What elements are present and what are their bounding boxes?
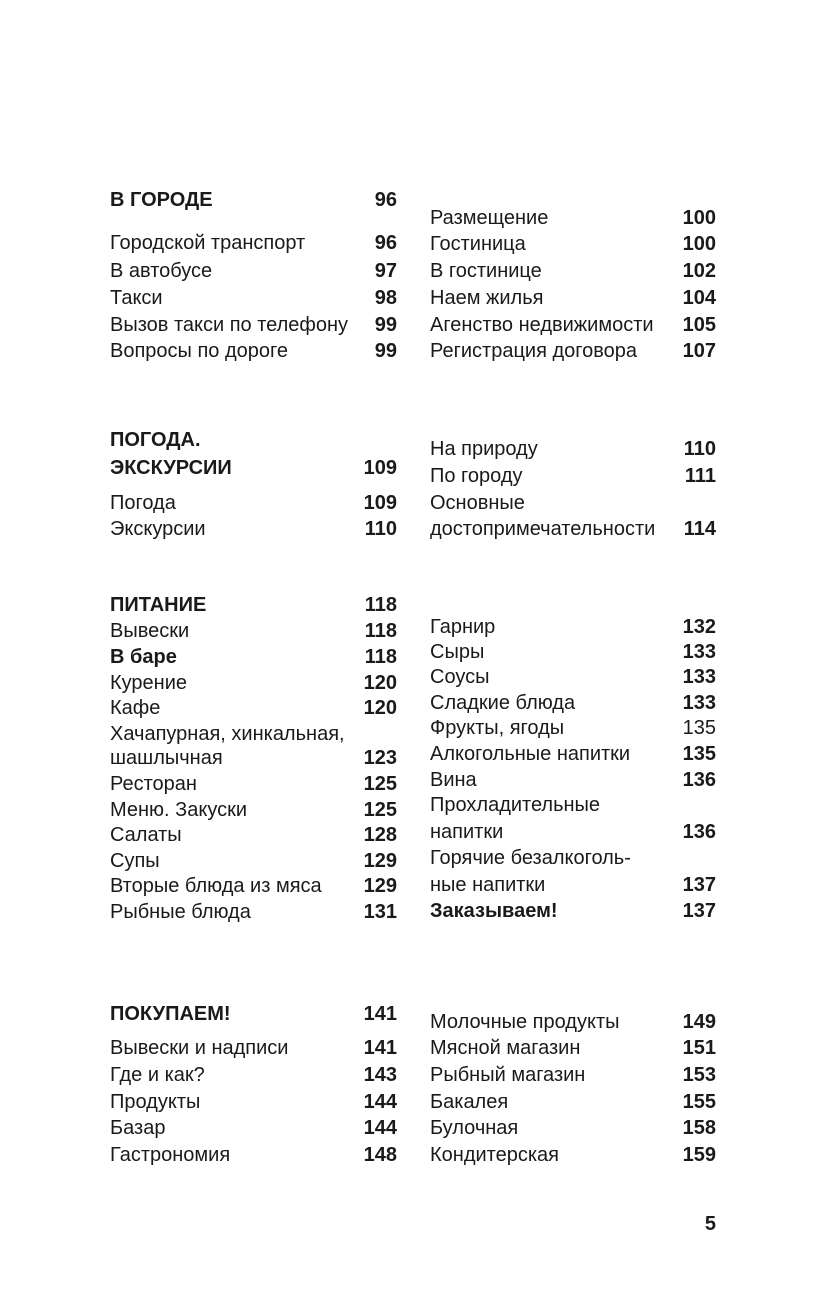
toc-entry [430,820,716,844]
toc-entry [430,206,716,230]
toc-entry-page: 128 [363,824,397,846]
toc-entry-title: Фрукты, ягоды [430,717,565,739]
toc-entry-page: 131 [363,901,397,923]
toc-entry-title: ЭКСКУРСИИ [110,457,232,479]
toc-entry-title: Вопросы по дороге [110,340,288,362]
toc-entry [110,313,397,337]
toc-entry-title: Вина [430,769,477,791]
toc-entry [110,722,397,746]
toc-entry-title: Молочные продукты [430,1011,620,1033]
toc-entry [430,1036,716,1060]
toc-entry-page: 110 [364,518,397,540]
toc-entry [110,1143,397,1167]
toc-entry-title: В ГОРОДЕ [110,189,213,211]
toc-entry [110,286,397,310]
toc-entry-page: 144 [363,1091,397,1113]
toc-entry-page: 111 [684,465,716,487]
toc-entry [110,339,397,363]
toc-entry [430,716,716,740]
toc-entry-title: В баре [110,646,177,668]
toc-entry-page: 144 [363,1117,397,1139]
toc-entry-title: Ресторан [110,773,197,795]
toc-entry-page: 97 [374,260,397,282]
toc-entry-title: Соусы [430,666,490,688]
toc-entry-page: 133 [682,641,716,663]
toc-entry-title: На природу [430,438,538,460]
toc-entry-title: Основные [430,492,525,514]
toc-entry [430,768,716,792]
toc-entry-page: 141 [363,1037,397,1059]
toc-entry-page: 99 [374,340,397,362]
toc-entry-page: 136 [682,769,716,791]
toc-entry-title: Меню. Закуски [110,799,248,821]
toc-entry-title: Такси [110,287,163,309]
toc-entry-title: шашлычная [110,747,223,769]
toc-entry-title: Бакалея [430,1091,509,1113]
toc-section-heading [110,1002,397,1026]
toc-section-heading [110,645,397,669]
toc-entry [430,742,716,766]
toc-entry-page: 135 [682,717,716,739]
toc-entry [430,1010,716,1034]
toc-entry [110,823,397,847]
toc-entry-title: Гарнир [430,616,496,638]
toc-entry-page: 99 [374,314,397,336]
toc-entry-title: Вызов такси по телефону [110,314,349,336]
toc-entry [110,849,397,873]
toc-entry [430,464,716,488]
toc-entry-title: Сладкие блюда [430,692,576,714]
toc-entry [430,517,716,541]
toc-entry-title: Хачапурная, хинкальная, [110,723,345,745]
toc-entry-title: Салаты [110,824,182,846]
toc-entry-page: 123 [363,747,397,769]
toc-entry-page: 155 [682,1091,716,1113]
toc-entry [430,1090,716,1114]
toc-entry-title: ПИТАНИЕ [110,594,207,616]
toc-entry-page: 129 [363,850,397,872]
toc-entry-title: В гостинице [430,260,542,282]
toc-entry-page: 118 [364,646,397,668]
toc-entry-title: Рыбные блюда [110,901,251,923]
toc-entry-page: 105 [682,314,716,336]
toc-entry [110,1090,397,1114]
toc-entry [430,846,716,870]
toc-entry-title: По городу [430,465,523,487]
toc-entry-title: Кондитерская [430,1144,559,1166]
toc-entry [110,671,397,695]
toc-entry-page: 141 [363,1003,397,1025]
toc-entry-page: 109 [363,492,397,514]
toc-entry [430,437,716,461]
toc-entry-title: ПОГОДА. [110,429,201,451]
toc-entry-page: 153 [682,1064,716,1086]
toc-entry-title: Экскурсии [110,518,206,540]
toc-entry-title: Агенство недвижимости [430,314,654,336]
toc-entry [430,691,716,715]
toc-entry [110,772,397,796]
toc-entry-page: 137 [682,900,716,922]
toc-entry-title: Булочная [430,1117,519,1139]
toc-entry [110,798,397,822]
toc-entry-page: 151 [682,1037,716,1059]
toc-entry-page: 109 [363,457,397,479]
toc-entry [110,1116,397,1140]
toc-entry-page: 135 [682,743,716,765]
toc-entry [430,615,716,639]
toc-entry-page: 133 [682,666,716,688]
toc-entry-page: 102 [682,260,716,282]
toc-entry-title: Алкогольные напитки [430,743,631,765]
toc-entry-page: 120 [363,672,397,694]
toc-entry [430,1143,716,1167]
toc-entry-title: Базар [110,1117,166,1139]
toc-entry [110,517,397,541]
toc-entry [430,313,716,337]
toc-entry-page: 118 [364,594,397,616]
toc-section-heading [430,899,716,923]
toc-entry [430,259,716,283]
toc-entry-title: Погода [110,492,176,514]
toc-entry-page: 120 [363,697,397,719]
toc-entry-title: достопримечательности [430,518,656,540]
toc-entry [110,231,397,255]
toc-entry-page: 114 [683,518,716,540]
toc-section-heading [110,428,397,452]
toc-entry [110,259,397,283]
toc-entry-title: ные напитки [430,874,546,896]
toc-entry [110,619,397,643]
toc-entry-page: 96 [374,232,397,254]
toc-entry [430,339,716,363]
toc-entry-page: 148 [363,1144,397,1166]
toc-entry-page: 136 [682,821,716,843]
toc-entry-page: 100 [682,207,716,229]
toc-entry [110,746,397,770]
toc-entry-title: Курение [110,672,188,694]
toc-entry-page: 159 [682,1144,716,1166]
toc-entry-title: Городской транспорт [110,232,306,254]
toc-section-heading [110,456,397,480]
toc-entry [430,793,716,817]
toc-section-heading [110,593,397,617]
toc-entry [110,900,397,924]
toc-entry [430,1063,716,1087]
toc-entry-title: Гостиница [430,233,526,255]
toc-entry [430,873,716,897]
toc-entry-title: Размещение [430,207,549,229]
toc-entry-title: Наем жилья [430,287,544,309]
toc-entry-page: 110 [683,438,716,460]
toc-entry-title: Горячие безалкоголь- [430,847,631,869]
page-number: 5 [704,1213,716,1235]
toc-entry-title: Прохладительные [430,794,601,816]
toc-entry-title: Заказываем! [430,900,558,922]
toc-entry-page: 100 [682,233,716,255]
toc-entry-title: Мясной магазин [430,1037,581,1059]
toc-entry [110,874,397,898]
toc-entry [110,696,397,720]
toc-entry [430,1116,716,1140]
toc-entry-title: Вторые блюда из мяса [110,875,322,897]
toc-entry [430,640,716,664]
toc-entry-title: ПОКУПАЕМ! [110,1003,231,1025]
toc-entry-title: Вывески и надписи [110,1037,289,1059]
toc-entry-page: 107 [682,340,716,362]
toc-entry-page: 125 [363,773,397,795]
toc-entry [430,286,716,310]
toc-entry-title: Рыбный магазин [430,1064,586,1086]
toc-entry-title: В автобусе [110,260,213,282]
toc-entry-page: 143 [363,1064,397,1086]
toc-section-heading [110,188,397,212]
toc-entry [110,491,397,515]
toc-entry-title: Продукты [110,1091,201,1113]
toc-entry [110,1063,397,1087]
toc-entry-title: напитки [430,821,504,843]
toc-entry [430,232,716,256]
toc-entry-title: Гастрономия [110,1144,231,1166]
toc-entry [430,665,716,689]
toc-entry [430,491,716,515]
toc-entry-page: 137 [682,874,716,896]
toc-entry-title: Супы [110,850,160,872]
toc-entry-title: Кафе [110,697,161,719]
toc-entry-title: Вывески [110,620,190,642]
toc-entry-page: 132 [682,616,716,638]
toc-entry [110,1036,397,1060]
toc-entry-page: 125 [363,799,397,821]
toc-entry-page: 98 [374,287,397,309]
toc-entry-title: Сыры [430,641,485,663]
toc-entry-page: 104 [682,287,716,309]
toc-entry-page: 158 [682,1117,716,1139]
toc-entry-page: 96 [374,189,397,211]
toc-entry-title: Где и как? [110,1064,205,1086]
toc-entry-page: 118 [364,620,397,642]
toc-entry-page: 149 [682,1011,716,1033]
toc-entry-page: 133 [682,692,716,714]
toc-entry-title: Регистрация договора [430,340,638,362]
toc-entry-page: 129 [363,875,397,897]
